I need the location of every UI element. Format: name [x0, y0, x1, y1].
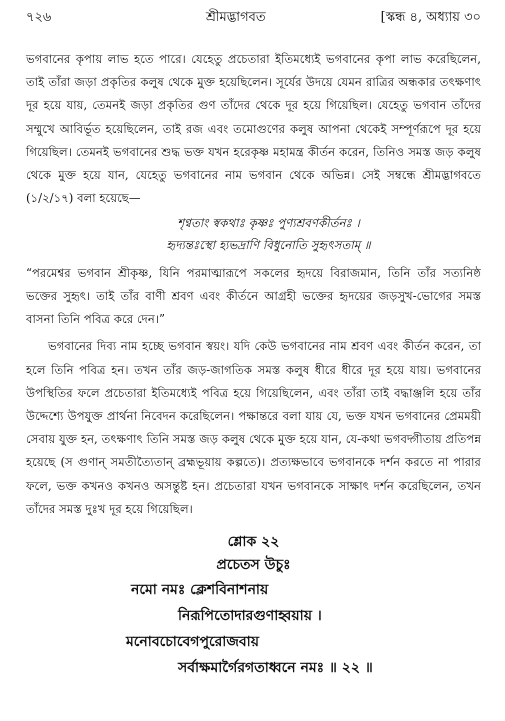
page-number: ৭২৬ [26, 10, 52, 25]
sloka-number: শ্লোক ২২ [227, 534, 280, 551]
paragraph-2: ভগবানের দিব্য নাম হচ্ছে ভগবান স্বয়ং। যদি কেউ ভগবানের নাম শ্রবণ এবং কীর্তন করেন, তা হলে তিনি পবিত্র হন। তখন তাঁর জড়-জাগতিক সমস্ত কলুষ ধীরে ধীরে দূর হয়ে যায়। ভগবানের উপস্থিতির ফলে প্রচেতারা ইতিমধ্যেই পবিত্র হয়ে গিয়েছিলেন, এবং তাঁরা তাই বদ্ধাঞ্জলি হয়ে তাঁর উদ্দেশ্যে উপযুক্ত প্রার্থনা নিবেদন করেছিলেন। পক্ষান্তরে বলা যায় যে, ভক্ত যখন ভগবানের প্রেমময়ী সেবায় যুক্ত হন, তৎক্ষণাৎ তিনি সমস্ত জড় কলুষ থেকে মুক্ত হয়ে যান, যে-কথা ভগবদ্গীতায় প্রতিপন্ন হয়েছে (স গুণান্ সমতীত্যৈতান্ ব্রহ্মভূয়ায় কল্পতে)। প্রত্যক্ষভাবে ভগবানকে দর্শন করতে না পারার ফলে, ভক্ত কখনও কখনও অসন্তুষ্ট হন। প্রচেতারা যখন ভগবানকে সাক্ষাৎ দর্শন করেছিলেন, তখন তাঁদের সমস্ত দুঃখ দূর হয়ে গিয়েছিল। [26, 339, 481, 516]
sloka-line-2: নিরূপিতোদারগুণাহ্বয়ায় । [178, 608, 322, 625]
page-body [26, 48, 481, 681]
paragraph-1: ভগবানের কৃপায় লাভ হতে পারে। যেহেতু প্রচেতারা ইতিমধ্যেই ভগবানের কৃপা লাভ করেছিলেন, তাই তাঁরা জড়া প্রকৃতির কলুষ থেকে মুক্ত হয়েছিলেন। সূর্যের উদয়ে যেমন রাত্রির অন্ধকার তৎক্ষণাৎ দূর হয়ে যায়, তেমনই জড়া প্রকৃতির গুণ তাঁদের থেকে দূর হয়ে গিয়েছিল। যেহেতু ভগবান তাঁদের সম্মুখে আবির্ভূত হয়েছিলেন, তাই রজ এবং তমোগুণের কলুষ আপনা থেকেই সম্পূর্ণরূপে দূর হয়ে গিয়েছিল। তেমনই ভগবানের শুদ্ধ ভক্ত যখন হরেকৃষ্ণ মহামন্ত্র কীর্তন করেন, তিনিও সমস্ত জড় কলুষ থেকে মুক্ত হয়ে যান, যেহেতু ভগবানের নাম ভগবান থেকে অভিন্ন। সেই সম্বন্ধে শ্রীমদ্ভাগবতে (১/২/১৭) বলা হয়েছে— [26, 52, 481, 206]
section-label: [স্কন্ধ ৪, অধ্যায় ৩০ [380, 10, 481, 25]
verse-line-1: শৃণ্বতাং স্বকথাঃ কৃষ্ণঃ পুণ্যশ্রবণকীর্তনঃ । [177, 216, 360, 231]
sloka-block [26, 531, 481, 681]
quoted-verse [26, 212, 481, 256]
sloka-line-4: সর্বাক্ষমার্গৈরগতাধ্বনে নমঃ ॥ ২২ ॥ [178, 660, 373, 677]
sloka-line-3: মনোবচোবেগপুরোজবায় [126, 634, 259, 651]
page-header [26, 8, 481, 30]
verse-line-2: হৃদ্যন্তঃস্থো হ্যভদ্রাণি বিধুনোতি সুহৃৎসতাম্ ॥ [166, 238, 371, 253]
sloka-speaker: প্রচেতস উচুঃ [216, 557, 291, 574]
verse-translation: “পরমেশ্বর ভগবান শ্রীকৃষ্ণ, যিনি পরমাত্মারূপে সকলের হৃদয়ে বিরাজমান, তিনি তাঁর সত্যনিষ্ঠ ভক্তের সুহৃৎ। তাই তাঁর বাণী শ্রবণ এবং কীর্তনে আগ্রহী ভক্তের হৃদয়ের জড়সুখ-ভোগের সমস্ত বাসনা তিনি পবিত্র করে দেন।” [26, 266, 481, 327]
book-title: শ্রীমদ্ভাগবত [206, 10, 266, 25]
sloka-line-1: নমো নমঃ ক্লেশবিনাশনায় [131, 582, 269, 599]
